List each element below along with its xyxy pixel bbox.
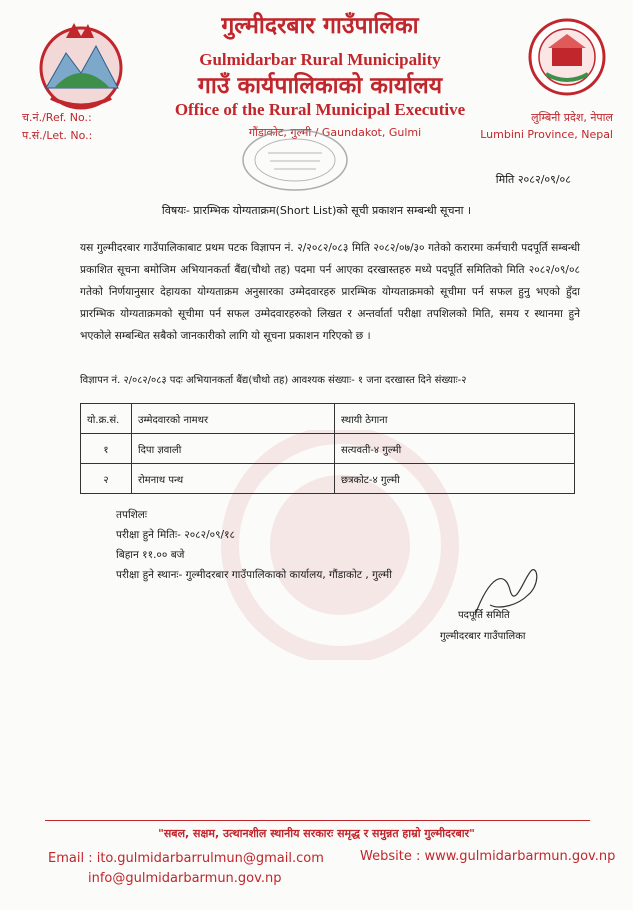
footer-email bbox=[48, 849, 324, 889]
email-primary: Email : ito.gulmidarbarrulmun@gmail.com bbox=[48, 851, 324, 866]
column-header-address: स्थायी ठेगाना bbox=[335, 404, 575, 434]
office-stamp bbox=[240, 127, 350, 193]
exam-details bbox=[116, 505, 392, 585]
nepal-emblem-logo bbox=[36, 18, 126, 113]
letter-number-label: प.सं./Let. No.: bbox=[22, 129, 93, 142]
municipality-seal-logo bbox=[528, 16, 606, 98]
table-row bbox=[81, 434, 575, 464]
column-header-name: उम्मेदवारको नामथर bbox=[132, 404, 335, 434]
signature-organization: गुल्मीदरबार गाउँपालिका bbox=[440, 631, 526, 642]
exam-time: बिहान ११.०० बजे bbox=[116, 549, 185, 561]
notice-subject: विषयः- प्रारम्भिक योग्यताक्रम(Short List)को सूची प्रकाशन सम्बन्धी सूचना । bbox=[161, 204, 472, 217]
footer-divider bbox=[45, 820, 590, 821]
cell-name: रोमनाथ पन्थ bbox=[132, 464, 335, 494]
footer-website: Website : www.gulmidarbarmun.gov.np bbox=[360, 849, 616, 864]
municipality-title-english: Gulmidarbar Rural Municipality bbox=[199, 50, 441, 69]
province-english: Lumbini Province, Nepal bbox=[480, 128, 613, 141]
column-header-serial: यो.क्र.सं. bbox=[81, 404, 132, 434]
office-title-english: Office of the Rural Municipal Executive bbox=[174, 100, 466, 119]
shortlist-table bbox=[80, 403, 575, 494]
notice-date: मिति २०८२/०९/०८ bbox=[495, 173, 571, 186]
signature-committee: पदपूर्ति समिति bbox=[458, 610, 510, 621]
exam-venue: परीक्षा हुने स्थानः- गुल्मीदरबार गाउँपालिकाको कार्यालय, गौंडाकोट , गुल्मी bbox=[116, 569, 392, 581]
cell-serial: २ bbox=[81, 464, 132, 494]
footer-slogan: "सबल, सक्षम, उत्थानशील स्थानीय सरकारः समृद्ध र समुन्नत हाम्रो गुल्मीदरबार" bbox=[158, 827, 475, 840]
table-header-row bbox=[81, 404, 575, 434]
cell-address: छत्रकोट-४ गुल्मी bbox=[335, 464, 575, 494]
office-title-nepali: गाउँ कार्यपालिकाको कार्यालय bbox=[197, 73, 443, 99]
cell-serial: १ bbox=[81, 434, 132, 464]
office-address: गौंडाकोट, गुल्मी / Gaundakot, Gulmi bbox=[248, 126, 422, 139]
advertisement-info-line: विज्ञापन नं. २/०८२/०८३ पदः अभियानकर्ता बैंद्य(चौथो तह) आवश्यक संख्याः- १ जना दरखास्त दिने संख्याः-२ bbox=[80, 375, 467, 386]
email-secondary: info@gulmidarbarmun.gov.np bbox=[88, 871, 282, 886]
cell-address: सत्यवती-४ गुल्मी bbox=[335, 434, 575, 464]
notice-body-paragraph: यस गुल्मीदरबार गाउँपालिकाबाट प्रथम पटक विज्ञापन नं. २/२०८२/०८३ मिति २०८२/०७/३० गतेको करारमा कर्मचारी पदपूर्ति सम्बन्धी प्रकाशित सूचना बमोजिम अभियानकर्ता बैंद्य(चौथो तह) पदमा पर्न आएका दरखास्तहरु मध्ये पदपूर्ति समितिको मिति २०८२/०९/०८ गतेको निर्णयानुसार देहायका योग्यताक्रम अनुसारका उम्मेदवारहरु प्रारम्भिक योग्यताक्रमको सूचीमा पर्न सफल हुनु भएको हुँदा प्रारम्भिक योग्यताक्रमको सूचीमा पर्न सफल उम्मेदवारहरुको लिखत र अन्तर्वार्ता परीक्षा तपशिलको मिति, समय र स्थानमा हुने भएकोले सम्बन्धित सबैको जानकारीको लागि यो सूचना प्रकाशन गरिएको छ । bbox=[80, 242, 580, 342]
ref-number-label: च.नं./Ref. No.: bbox=[22, 111, 92, 124]
municipality-title-nepali: गुल्मीदरबार गाउँपालिका bbox=[221, 13, 419, 39]
exam-date: परीक्षा हुने मितिः- २०८२/०९/१८ bbox=[116, 529, 236, 541]
details-label: तपशिलः bbox=[116, 509, 148, 521]
province-nepali: लुम्बिनी प्रदेश, नेपाल bbox=[531, 111, 613, 124]
table-row bbox=[81, 464, 575, 494]
cell-name: दिपा ज्ञवाली bbox=[132, 434, 335, 464]
